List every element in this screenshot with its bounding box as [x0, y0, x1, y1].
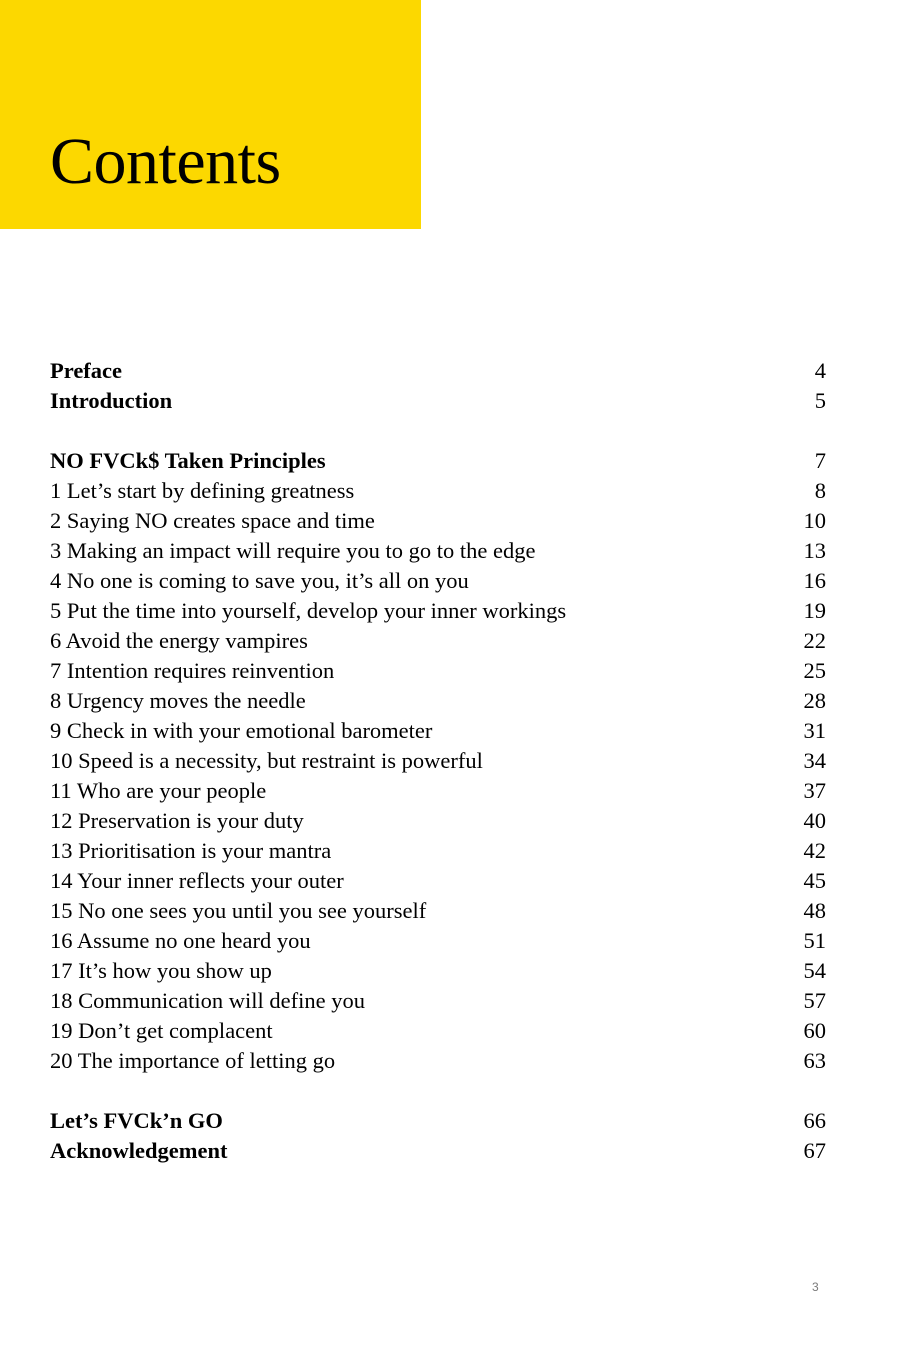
- toc-chapter-15[interactable]: [50, 896, 826, 926]
- toc-section-label: NO FVCk$ Taken Principles: [50, 448, 326, 473]
- toc-chapter-label: 9 Check in with your emotional barometer: [50, 718, 433, 743]
- toc-entry-label: Acknowledgement: [50, 1138, 228, 1163]
- toc-chapter-page: 13: [803, 538, 826, 563]
- table-of-contents: [50, 356, 826, 1166]
- toc-chapter-label: 17 It’s how you show up: [50, 958, 272, 983]
- toc-chapter-page: 48: [803, 898, 826, 923]
- toc-entry-page: 5: [814, 388, 826, 413]
- toc-chapter-4[interactable]: [50, 566, 826, 596]
- toc-chapter-label: 8 Urgency moves the needle: [50, 688, 306, 713]
- toc-entry-lets-go[interactable]: [50, 1106, 826, 1136]
- toc-chapter-8[interactable]: [50, 686, 826, 716]
- toc-chapter-18[interactable]: [50, 986, 826, 1016]
- toc-entry-label: Introduction: [50, 388, 173, 413]
- toc-chapter-label: 1 Let’s start by defining greatness: [50, 478, 355, 503]
- toc-chapter-label: 12 Preservation is your duty: [50, 808, 304, 833]
- toc-chapter-page: 54: [803, 958, 826, 983]
- toc-chapter-page: 40: [803, 808, 826, 833]
- toc-chapter-label: 10 Speed is a necessity, but restraint is powerful: [50, 748, 483, 773]
- toc-chapter-page: 8: [814, 478, 826, 503]
- toc-chapter-label: 16 Assume no one heard you: [50, 928, 311, 953]
- toc-entry-preface[interactable]: [50, 356, 826, 386]
- toc-chapter-12[interactable]: [50, 806, 826, 836]
- toc-entry-page: 66: [803, 1108, 826, 1133]
- toc-chapter-page: 45: [803, 868, 826, 893]
- toc-chapter-page: 22: [803, 628, 826, 653]
- toc-chapter-page: 51: [803, 928, 826, 953]
- toc-chapter-page: 28: [803, 688, 826, 713]
- toc-entry-label: Preface: [50, 358, 123, 383]
- toc-chapter-16[interactable]: [50, 926, 826, 956]
- toc-entry-page: 7: [814, 448, 826, 473]
- toc-entry-page: 67: [803, 1138, 826, 1163]
- toc-chapter-page: 34: [803, 748, 826, 773]
- toc-entry-label: Let’s FVCk’n GO: [50, 1108, 223, 1133]
- toc-chapter-page: 25: [803, 658, 826, 683]
- toc-chapter-label: 13 Prioritisation is your mantra: [50, 838, 332, 863]
- toc-chapter-label: 14 Your inner reflects your outer: [50, 868, 344, 893]
- toc-chapter-10[interactable]: [50, 746, 826, 776]
- toc-chapter-6[interactable]: [50, 626, 826, 656]
- toc-chapter-5[interactable]: [50, 596, 826, 626]
- toc-chapter-label: 5 Put the time into yourself, develop your inner workings: [50, 598, 567, 623]
- toc-chapter-page: 16: [803, 568, 826, 593]
- toc-chapter-page: 63: [803, 1048, 826, 1073]
- page-number: 3: [812, 1280, 819, 1294]
- toc-chapter-17[interactable]: [50, 956, 826, 986]
- toc-chapter-label: 7 Intention requires reinvention: [50, 658, 335, 683]
- toc-chapter-label: 20 The importance of letting go: [50, 1048, 336, 1073]
- toc-chapter-page: 60: [803, 1018, 826, 1043]
- toc-entry-introduction[interactable]: [50, 386, 826, 416]
- toc-chapter-page: 37: [803, 778, 826, 803]
- toc-chapter-2[interactable]: [50, 506, 826, 536]
- toc-chapter-20[interactable]: [50, 1046, 826, 1076]
- toc-chapter-page: 57: [803, 988, 826, 1013]
- toc-chapter-label: 2 Saying NO creates space and time: [50, 508, 375, 533]
- toc-chapter-label: 3 Making an impact will require you to go to the edge: [50, 538, 536, 563]
- toc-chapter-page: 42: [803, 838, 826, 863]
- toc-chapter-label: 18 Communication will define you: [50, 988, 365, 1013]
- toc-chapter-page: 19: [803, 598, 826, 623]
- toc-chapter-11[interactable]: [50, 776, 826, 806]
- toc-chapter-label: 4 No one is coming to save you, it’s all on you: [50, 568, 469, 593]
- toc-chapter-label: 6 Avoid the energy vampires: [50, 628, 308, 653]
- toc-chapter-label: 15 No one sees you until you see yourself: [50, 898, 427, 923]
- toc-chapter-13[interactable]: [50, 836, 826, 866]
- toc-section-principles[interactable]: [50, 446, 826, 476]
- toc-chapter-label: 19 Don’t get complacent: [50, 1018, 273, 1043]
- toc-chapter-label: 11 Who are your people: [50, 778, 267, 803]
- toc-chapter-3[interactable]: [50, 536, 826, 566]
- toc-entry-page: 4: [814, 358, 826, 383]
- toc-chapter-14[interactable]: [50, 866, 826, 896]
- page-title: Contents: [50, 125, 281, 198]
- toc-chapter-7[interactable]: [50, 656, 826, 686]
- toc-entry-acknowledgement[interactable]: [50, 1136, 826, 1166]
- toc-chapter-1[interactable]: [50, 476, 826, 506]
- toc-chapter-page: 10: [803, 508, 826, 533]
- title-block: [0, 0, 421, 229]
- toc-chapter-9[interactable]: [50, 716, 826, 746]
- toc-chapter-page: 31: [803, 718, 826, 743]
- toc-chapter-19[interactable]: [50, 1016, 826, 1046]
